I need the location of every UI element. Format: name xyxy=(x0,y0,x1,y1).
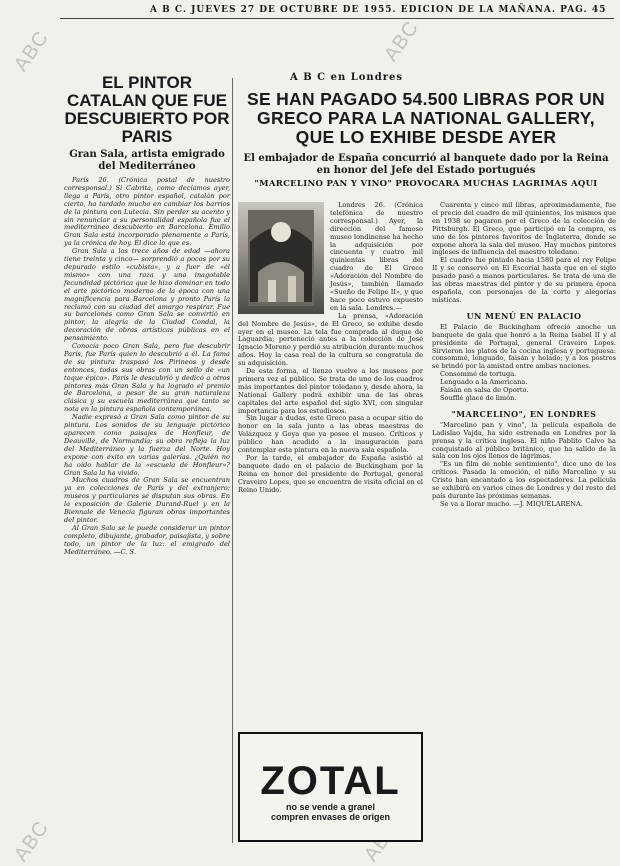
right-paragraph: "Es un film de noble sentimiento", dice uno de los críticos. Pasada la emoción, el niño Marcelino y su Cristo han encantado a los espectadores. La película se exhibirá en varios cines de Londres y del resto del país durante las próximas semanas. xyxy=(432,460,616,500)
left-article-title: EL PINTOR CATALAN QUE FUE DESCUBIERTO POR PARIS xyxy=(64,73,230,146)
left-article-paragraph: Conocía poco Gran Sala, pero fue descubrir París, fue París quien lo descubrió a él. La fama de su pintura traspasó los Pirineos y desde entonces, todas sus obras con un sello de «un toque épico». París le descubrió y dedicó a otros pintores más Gran Sala y ha logrado el premio de Barcelona, a pesar de su gran naturaleza clásica y su escuela mediterránea que tanto se nota en la pintura española contemporánea. xyxy=(64,342,230,414)
left-article xyxy=(64,74,230,557)
watermark: ABC xyxy=(379,16,424,66)
column-divider xyxy=(232,78,233,843)
menu-item: Lenguado a la Americana. xyxy=(440,378,528,387)
left-article-paragraph: Gran Sala a los trece años de edad —ahora tiene treinta y cinco— sorprendió a pocos por su depurado estilo «cubista», y a fuer de «él mismo» con una raza y una inagotable fecundidad pictórica que le hizo dominar en todo el arte pictórico moderno de la época con una magnificencia para Barcelona y pronto París la reclamó con su ciudad del amargo respirar. Fue su barcelonés como Gran Sala se convirtió en pintor, la alegría de la Ciudad Condal, la decoración de obras artísticas públicas en el pensamiento. xyxy=(64,247,230,343)
left-article-paragraph: París 26. (Crónica postal de nuestro corresponsal.) Si Cabrita, como decíamos ayer, llega a París, otro pintor español, catalán por cierto, ha tardado mucho en cambiar los barrios de la pintura con Lutecia. Sin perder su acento y sin renunciar a su personalidad española fue el mediterráneo descubierto en Barcelona. Emilio Gran Sala está incorporado plenamente a París, ya la crónica de hoy. Él dice lo que es. xyxy=(64,176,230,248)
left-article-paragraph: Nadie expresó a Gran Sala como pintor de su pintura. Los sonidos de su lenguaje pictórico aparecen como paisajes de Honfleur, de Deauville, de Normandía; su obra refleja la luz del Mediterráneo y la fuerza del Norte. Hoy expone con éxito en varias galerías. ¿Quién no ha oído hablar de la «escuela de Honfleur»? Gran Sala la ha vivido. xyxy=(64,413,230,477)
menu-item: Faisán en salsa de Oporto. xyxy=(440,386,529,395)
menu-subheading: UN MENÚ EN PALACIO xyxy=(466,310,582,321)
watermark: ABC xyxy=(9,26,54,76)
menu-item: Consommé de tortuga. xyxy=(440,370,517,379)
middle-paragraph: Sin lugar a dudas, este Greco pasa a ocupar sitio de honor en la sala junto a las obras maestras de Velázquez y Goya que ya posee el museo. Críticos y público han acudido a la inauguración para contemplar esta pintura en la nueva sala española. xyxy=(238,414,423,455)
middle-paragraph: La prensa, «Adoración del Nombre de Jesús», de El Greco, se exhibe desde ayer en el museo. La tela fue comprada al duque de Laguardia; perteneció antes a la colección de José Ignacio Moreno y perdió su atribución durante muchos años. Hoy la casa real de la cultura se congratula de su adquisición. xyxy=(238,311,423,368)
left-article-paragraph: Muchos cuadros de Gran Sala se encuentran ya en colecciones de París y del extranjero; museos y particulares se disputan sus obras. En la exposición de Galerie Durand-Ruel y en la Biennale de Venecia figuran obras importantes del pintor. xyxy=(64,476,230,524)
menu-item: Soufflé glacé de limón. xyxy=(440,393,517,402)
left-article-paragraph: Al Gran Sala se le puede considerar un pintor completo, dibujante, grabador, paisajista, y sobre todo, un pintor de la luz: el emigrado del Mediterráneo. —C. S. xyxy=(64,523,230,556)
secondary-headline: "MARCELINO PAN Y VINO" PROVOCARA MUCHAS LAGRIMAS AQUI xyxy=(254,179,598,189)
ad-line: compren envases de origen xyxy=(270,812,391,822)
ad-line: no se vende a granel xyxy=(285,802,376,812)
right-column xyxy=(432,202,616,509)
zotal-advertisement xyxy=(238,732,423,842)
ad-brand: ZOTAL xyxy=(260,759,401,803)
header-rule xyxy=(60,18,614,19)
right-paragraph: El Palacio de Buckingham ofreció anoche un banquete de gala que honró a la Reina Isabel II y al presidente de Portugal, general Craveiro Lopes. Sirvieron los platos de la cocina inglesa y portuguesa: consommé, lenguado, faisán y helado; y a los postres se brindó por la amistad entre ambas naciones. xyxy=(432,322,616,371)
section-tag: A B C en Londres xyxy=(290,72,403,83)
middle-paragraph: Londres 26. (Crónica telefónica de nuestro corresponsal.) Ayer, la dirección del famoso museo londinense ha hecho la adquisición por cincuenta y cuatro mil quinientas libras del cuadro de El Greco «Adoración del Nombre de Jesús», también llamado «Sueño de Felipe II», y que hace poco estuvo expuesto en la sala. Londres.— xyxy=(330,201,423,312)
main-headline-block xyxy=(238,90,614,189)
watermark: ABC xyxy=(9,816,54,866)
main-subheadline: El embajador de España concurrió al banquete dado por la Reina en honor del Jefe del Estado portugués xyxy=(243,153,609,176)
right-paragraph: Cuarenta y cinco mil libras, aproximadamente, fue el precio del cuadro de mil quinientos, los mismos que en 1938 se pagaron por el Greco de la colección de Pittsburgh. El Greco, que participó en la compra, es uno de los pintores favoritos de Inglaterra, donde se expone ahora la sala del museo. Hay muchos pintores ingleses de influencia del maestro toledano. xyxy=(432,201,616,257)
marcelino-subheading: "MARCELINO", EN LONDRES xyxy=(451,408,597,419)
right-paragraph: "Marcelino pan y vino", la película española de Ladislao Vajda, ha sido estrenada en Londres por la prensa y la crítica inglesa. El niño Pablito Calvo ha conquistado al público británico, que ha salido de la sala con los ojos llenos de lágrimas. xyxy=(432,420,616,461)
right-signature: Se va a llorar mucho. —J. MIQUELARENA. xyxy=(440,499,583,508)
main-headline: SE HAN PAGADO 54.500 LIBRAS POR UN GRECO PARA LA NATIONAL GALLERY, QUE LO EXHIBE DESDE AYER xyxy=(246,89,605,147)
middle-paragraph: Por la tarde, el embajador de España asistió al banquete dado en el palacio de Buckingham por la Reina en honor del presidente de Portugal, general Craveiro Lopes, que se encuentra de visita oficial en el Reino Unido. xyxy=(238,454,423,494)
middle-column xyxy=(238,202,423,495)
greco-painting-photo xyxy=(238,202,324,314)
middle-paragraph: De esta forma, el lienzo vuelve a los museos por primera vez al público. Se trata de uno de los cuadros más importantes del pintor toledano y, desde ahora, la National Gallery podrá exhibir una de las obras capitales del arte español del siglo XVI, con singular importancia para los estudiosos. xyxy=(238,367,423,415)
page-header: A B C. JUEVES 27 DE OCTUBRE DE 1955. EDICION DE LA MAÑANA. PAG. 45 xyxy=(150,5,607,15)
left-article-subtitle: Gran Sala, artista emigrado del Mediterráneo xyxy=(69,149,225,172)
right-paragraph: El cuadro fue pintado hacia 1580 para el rey Felipe II y se conservó en El Escorial hasta que en el siglo pasado pasó a manos particulares. Se trata de una de las obras maestras del pintor y de su primera época española, con personajes de la corte y alegorías místicas. xyxy=(432,256,616,304)
